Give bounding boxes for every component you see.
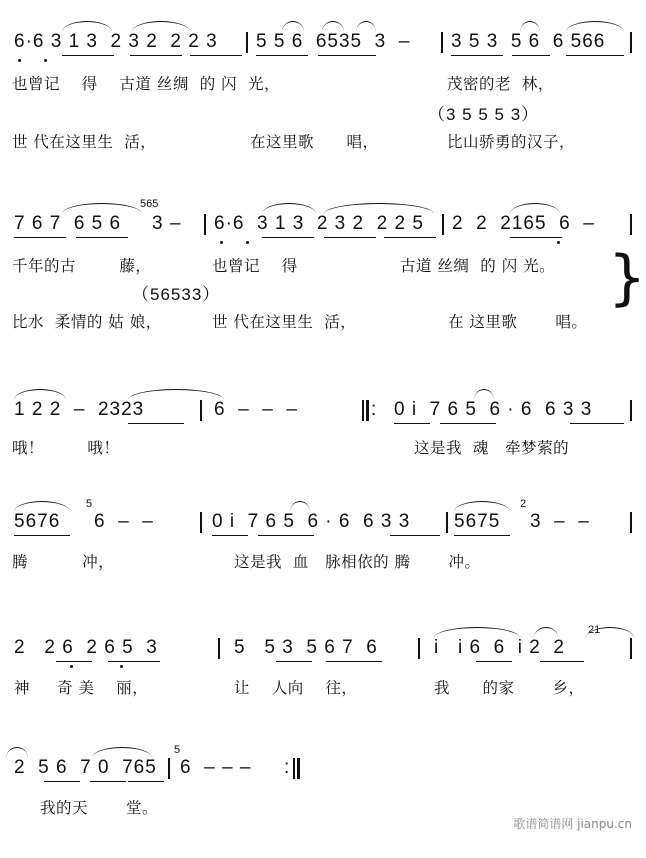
notes-row [0,624,646,660]
repeat-end-barline [297,758,300,779]
barline [200,400,202,421]
slur [128,389,224,400]
lyric-segment: 古道 丝绸 的 闪 光。 [400,257,556,275]
notes-row [0,30,646,54]
beam [256,55,308,56]
lyric-segment: 腾 冲， [12,553,115,571]
beam [90,781,126,782]
measure-3: 0 i 7 6 5 6 · 6 6 3 3 [394,399,593,420]
barline [442,214,444,235]
lyric-segment: 这是我 魂 牵梦萦的 [414,439,570,457]
barline [441,32,443,53]
alternate-notes: （56533） [132,285,221,304]
measure-1: 7 6 7 6 5 6 [14,213,122,234]
beam [324,237,376,238]
lyric-row-1 [0,678,646,698]
beam [394,423,430,424]
lyric-row-2 [0,132,646,152]
lyric-segment: 让 人向 往， [234,679,358,697]
slur [132,21,190,32]
measure-1-end: 6 – – [94,511,154,532]
beam [128,781,164,782]
barline [630,32,632,53]
watermark: 歌谱简谱网 jianpu.cn [513,817,632,831]
barline [200,512,202,533]
slur [14,501,70,512]
beam [262,237,314,238]
lyric-row-1 [0,256,646,276]
barline [246,32,248,53]
low-octave-dot [44,59,47,62]
beam [440,423,496,424]
lyric-segment: 也曾记 得 [212,257,298,275]
lyric-segment: 世 代在这里生 活， [12,133,157,151]
lyric-segment: 我 的家 乡， [434,679,585,697]
measure-2: 5 5 6 6535 3 – [256,31,411,52]
beam [454,535,510,536]
low-octave-dot [220,241,223,244]
beam [258,535,314,536]
measure-3: i i 6 6 i 2 2 [434,637,565,658]
beam [540,661,584,662]
lyric-segment: 茂密的老 林， [447,75,554,93]
barline [630,400,632,421]
lyric-row-1 [0,438,646,458]
barline [362,400,364,421]
beam [44,781,80,782]
lyric-segment: 神 奇 美 丽， [14,679,149,697]
slur [474,389,494,400]
slur [262,203,316,214]
beam [390,535,440,536]
beam [14,535,70,536]
lyric-row-1 [0,552,646,572]
beam [476,661,512,662]
slur [92,747,152,758]
measure-2: 0 i 7 6 5 6 · 6 6 3 3 [212,511,411,532]
low-octave-dot [70,665,73,668]
beam [451,55,503,56]
measure-3: 2 2 2165 6 – [452,213,595,234]
measure-1: 2 5 6 7 0 765 [14,757,157,778]
beam [190,55,242,56]
slur [14,389,66,400]
measure-3: 5675 [454,511,501,532]
slur [6,747,28,758]
barline [630,214,632,235]
barline [630,638,632,659]
slur [324,203,434,214]
slur [290,501,310,512]
measure-2: 5 5 3 5 6 7 6 [234,637,378,658]
beam [384,237,436,238]
repeat-dots: : [284,757,291,778]
slur [282,21,304,32]
barline [446,512,448,533]
measure-1-end: 3 – [152,213,182,234]
beam [510,237,562,238]
grace-note: 5 [174,744,181,756]
measure-1: 1 2 2 – 2323 [14,399,145,420]
barline [293,758,295,779]
barline [630,512,632,533]
beam [130,55,182,56]
low-octave-dot [120,665,123,668]
beam [566,55,624,56]
measure-2: 6 – – – [214,399,298,420]
beam [56,661,92,662]
beam [512,55,550,56]
lyric-segment: 比山骄勇的汉子， [447,133,576,151]
notes-row [0,744,646,780]
brace: } [608,243,646,313]
lyric-segment: 在 这里歌 唱。 [448,313,588,331]
beam [76,237,128,238]
slur [356,21,376,32]
lyric-segment: 比水 柔情的 姑 娘， [12,313,162,331]
beam [212,535,248,536]
beam [276,661,312,662]
lyric-segment: 这是我 血 脉相依的 腾 冲。 [234,553,481,571]
lyric-row-2 [0,312,646,332]
lyric-segment: 世 代在这里生 活， [212,313,357,331]
grace-note: 2 [520,498,527,510]
barline [168,758,170,779]
barline [218,638,220,659]
slur [434,627,520,638]
grace-note: 5 [86,498,93,510]
grace-notes: 565 [140,198,159,210]
notes-row [0,398,646,422]
beam [570,423,624,424]
repeat-start-barline [366,400,369,421]
slur [62,203,142,214]
lyric-segment: 我的天 堂。 [40,799,158,817]
barline [418,638,420,659]
lyric-segment: 在这里歌 唱， [250,133,379,151]
lyric-segment: 也曾记 得 古道 丝绸 的 闪 光， [12,75,280,93]
low-octave-dot [557,241,560,244]
slur [510,203,560,214]
beam [128,423,184,424]
measure-3: 3 5 3 5 6 6 566 [451,31,606,52]
slur [566,21,624,32]
alternate-notes: （3 5 5 5 3） [428,105,540,124]
slur [520,21,540,32]
low-octave-dot [18,59,21,62]
notes-row [0,198,646,236]
measure-1: 2 2 6 2 6 5 3 [14,637,158,658]
beam [62,55,114,56]
measure-2: 6 – – – [180,757,252,778]
grace-notes: 21 [588,624,601,636]
lyric-row-1 [0,74,646,94]
lyric-segment: 千年的古 藤， [12,257,152,275]
repeat-dots: : [371,399,378,420]
slur [534,627,558,638]
measure-2: 6·6 3 1 3 2 3 2 2 2 5 [214,213,424,234]
beam [318,55,376,56]
notes-row [0,498,646,534]
barline [204,214,206,235]
slur [322,21,344,32]
measure-3-end: 3 – – [530,511,590,532]
beam [108,661,160,662]
beam [14,237,66,238]
beam [326,661,382,662]
measure-1: 5676 [14,511,61,532]
slur [454,501,510,512]
lyric-segment: 哦！ 哦！ [12,439,120,457]
measure-1: 6·6 3 1 3 2 3 2 2 2 3 [14,31,218,52]
low-octave-dot [246,241,249,244]
slur [62,21,112,32]
